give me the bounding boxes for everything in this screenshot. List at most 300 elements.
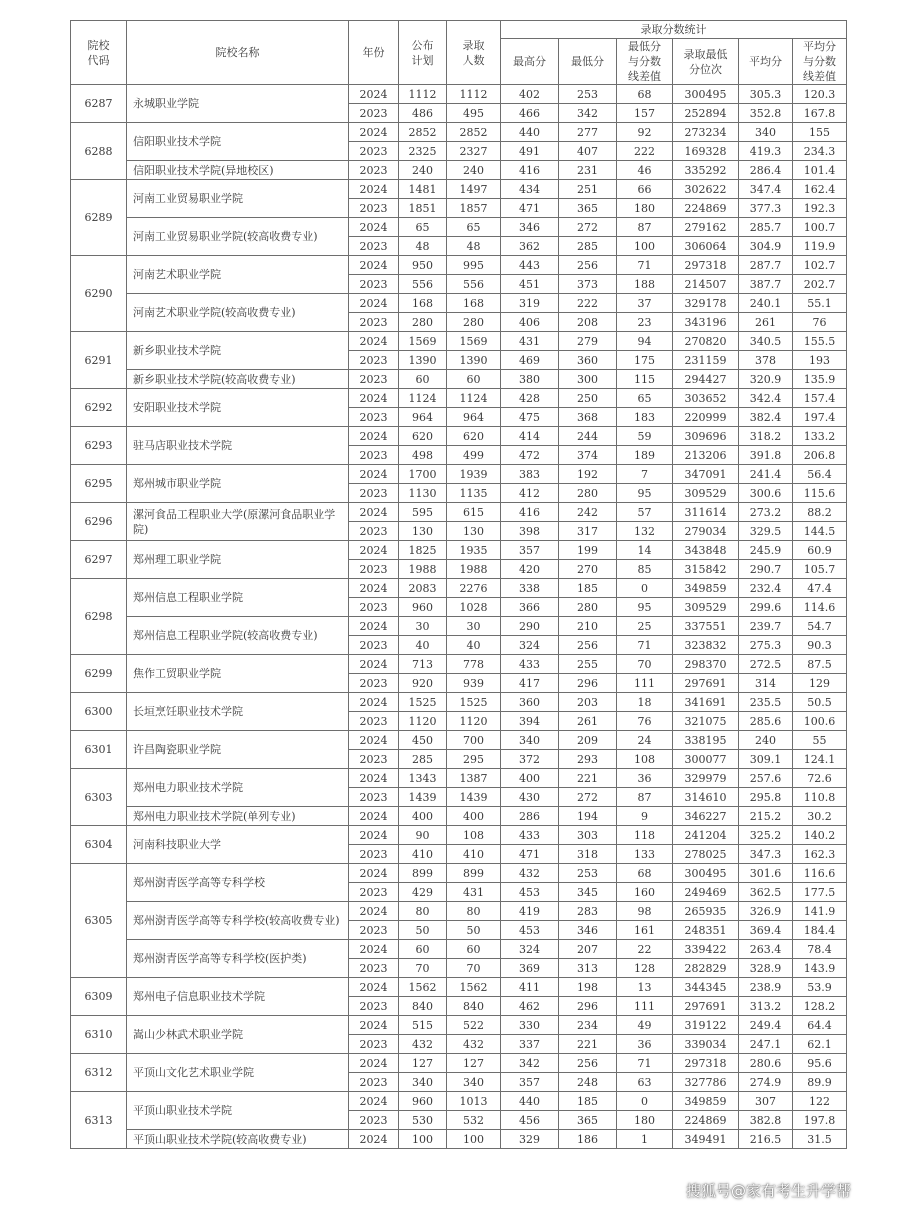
admitted-cell: 1497 — [447, 180, 501, 199]
plan-cell: 50 — [399, 921, 447, 940]
avg-diff-cell: 167.8 — [793, 104, 847, 123]
avg-diff-cell: 87.5 — [793, 655, 847, 674]
school-name-cell: 郑州澍青医学高等专科学校(医护类) — [127, 940, 349, 978]
plan-cell: 899 — [399, 864, 447, 883]
year-cell: 2023 — [349, 921, 399, 940]
avg-diff-cell: 184.4 — [793, 921, 847, 940]
min-diff-cell: 161 — [617, 921, 673, 940]
avg-score-cell: 318.2 — [739, 427, 793, 446]
avg-diff-cell: 144.5 — [793, 522, 847, 541]
min-rank-cell: 248351 — [673, 921, 739, 940]
avg-score-cell: 299.6 — [739, 598, 793, 617]
min-score-cell: 209 — [559, 731, 617, 750]
header-max-score: 最高分 — [501, 39, 559, 85]
max-score-cell: 369 — [501, 959, 559, 978]
min-diff-cell: 118 — [617, 826, 673, 845]
plan-cell: 432 — [399, 1035, 447, 1054]
year-cell: 2023 — [349, 997, 399, 1016]
avg-diff-cell: 206.8 — [793, 446, 847, 465]
avg-diff-cell: 105.7 — [793, 560, 847, 579]
avg-score-cell: 273.2 — [739, 503, 793, 522]
max-score-cell: 417 — [501, 674, 559, 693]
admitted-cell: 400 — [447, 807, 501, 826]
table-row — [71, 864, 847, 883]
min-rank-cell: 314610 — [673, 788, 739, 807]
min-rank-cell: 346227 — [673, 807, 739, 826]
avg-score-cell: 240.1 — [739, 294, 793, 313]
school-code-cell: 6313 — [71, 1092, 127, 1149]
max-score-cell: 380 — [501, 370, 559, 389]
min-rank-cell: 303652 — [673, 389, 739, 408]
plan-cell: 450 — [399, 731, 447, 750]
year-cell: 2024 — [349, 978, 399, 997]
avg-diff-cell: 53.9 — [793, 978, 847, 997]
min-diff-cell: 0 — [617, 1092, 673, 1111]
year-cell: 2023 — [349, 275, 399, 294]
avg-score-cell: 377.3 — [739, 199, 793, 218]
plan-cell: 1124 — [399, 389, 447, 408]
plan-cell: 127 — [399, 1054, 447, 1073]
avg-diff-cell: 197.4 — [793, 408, 847, 427]
year-cell: 2023 — [349, 674, 399, 693]
avg-score-cell: 245.9 — [739, 541, 793, 560]
min-score-cell: 242 — [559, 503, 617, 522]
school-code-cell: 6296 — [71, 503, 127, 541]
min-rank-cell: 327786 — [673, 1073, 739, 1092]
school-code-cell: 6310 — [71, 1016, 127, 1054]
max-score-cell: 451 — [501, 275, 559, 294]
header-school-code: 院校 代码 — [71, 21, 127, 85]
min-score-cell: 296 — [559, 674, 617, 693]
avg-diff-cell: 110.8 — [793, 788, 847, 807]
min-score-cell: 365 — [559, 1111, 617, 1130]
min-score-cell: 272 — [559, 218, 617, 237]
admitted-cell: 1939 — [447, 465, 501, 484]
min-diff-cell: 68 — [617, 864, 673, 883]
table-row — [71, 617, 847, 636]
min-rank-cell: 347091 — [673, 465, 739, 484]
avg-score-cell: 215.2 — [739, 807, 793, 826]
min-rank-cell: 341691 — [673, 693, 739, 712]
avg-diff-cell: 120.3 — [793, 85, 847, 104]
admitted-cell: 431 — [447, 883, 501, 902]
year-cell: 2024 — [349, 503, 399, 522]
plan-cell: 429 — [399, 883, 447, 902]
plan-cell: 410 — [399, 845, 447, 864]
avg-diff-cell: 88.2 — [793, 503, 847, 522]
year-cell: 2024 — [349, 427, 399, 446]
avg-score-cell: 285.7 — [739, 218, 793, 237]
max-score-cell: 466 — [501, 104, 559, 123]
max-score-cell: 398 — [501, 522, 559, 541]
admitted-cell: 899 — [447, 864, 501, 883]
admitted-cell: 1124 — [447, 389, 501, 408]
year-cell: 2023 — [349, 636, 399, 655]
min-score-cell: 194 — [559, 807, 617, 826]
plan-cell: 840 — [399, 997, 447, 1016]
min-diff-cell: 71 — [617, 1054, 673, 1073]
plan-cell: 1825 — [399, 541, 447, 560]
watermark-text: 搜狐号@家有考生升学帮 — [686, 1182, 852, 1200]
avg-diff-cell: 114.6 — [793, 598, 847, 617]
avg-diff-cell: 54.7 — [793, 617, 847, 636]
max-score-cell: 342 — [501, 1054, 559, 1073]
min-rank-cell: 335292 — [673, 161, 739, 180]
avg-score-cell: 387.7 — [739, 275, 793, 294]
avg-diff-cell: 55 — [793, 731, 847, 750]
min-diff-cell: 189 — [617, 446, 673, 465]
max-score-cell: 360 — [501, 693, 559, 712]
avg-score-cell: 419.3 — [739, 142, 793, 161]
min-diff-cell: 71 — [617, 256, 673, 275]
year-cell: 2023 — [349, 104, 399, 123]
min-score-cell: 222 — [559, 294, 617, 313]
avg-score-cell: 285.6 — [739, 712, 793, 731]
admitted-cell: 127 — [447, 1054, 501, 1073]
min-rank-cell: 214507 — [673, 275, 739, 294]
avg-diff-cell: 31.5 — [793, 1130, 847, 1149]
max-score-cell: 414 — [501, 427, 559, 446]
year-cell: 2024 — [349, 655, 399, 674]
min-score-cell: 300 — [559, 370, 617, 389]
avg-score-cell: 239.7 — [739, 617, 793, 636]
year-cell: 2024 — [349, 85, 399, 104]
avg-diff-cell: 116.6 — [793, 864, 847, 883]
min-diff-cell: 76 — [617, 712, 673, 731]
school-name-cell: 河南科技职业大学 — [127, 826, 349, 864]
plan-cell: 960 — [399, 1092, 447, 1111]
avg-score-cell: 238.9 — [739, 978, 793, 997]
admitted-cell: 1390 — [447, 351, 501, 370]
school-code-cell: 6289 — [71, 180, 127, 256]
min-rank-cell: 337551 — [673, 617, 739, 636]
school-name-cell: 河南工业贸易职业学院 — [127, 180, 349, 218]
school-code-cell: 6305 — [71, 864, 127, 978]
plan-cell: 48 — [399, 237, 447, 256]
table-row — [71, 85, 847, 104]
avg-diff-cell: 193 — [793, 351, 847, 370]
min-score-cell: 373 — [559, 275, 617, 294]
min-rank-cell: 306064 — [673, 237, 739, 256]
max-score-cell: 469 — [501, 351, 559, 370]
school-name-cell: 永城职业学院 — [127, 85, 349, 123]
year-cell: 2024 — [349, 218, 399, 237]
school-name-cell: 平顶山文化艺术职业学院 — [127, 1054, 349, 1092]
avg-score-cell: 247.1 — [739, 1035, 793, 1054]
max-score-cell: 340 — [501, 731, 559, 750]
min-diff-cell: 65 — [617, 389, 673, 408]
avg-diff-cell: 128.2 — [793, 997, 847, 1016]
admitted-cell: 995 — [447, 256, 501, 275]
school-code-cell: 6309 — [71, 978, 127, 1016]
plan-cell: 920 — [399, 674, 447, 693]
admitted-cell: 30 — [447, 617, 501, 636]
plan-cell: 1343 — [399, 769, 447, 788]
avg-score-cell: 272.5 — [739, 655, 793, 674]
min-rank-cell: 279162 — [673, 218, 739, 237]
min-diff-cell: 49 — [617, 1016, 673, 1035]
school-name-cell: 信阳职业技术学院 — [127, 123, 349, 161]
plan-cell: 1112 — [399, 85, 447, 104]
admitted-cell: 295 — [447, 750, 501, 769]
min-score-cell: 317 — [559, 522, 617, 541]
min-score-cell: 280 — [559, 484, 617, 503]
max-score-cell: 434 — [501, 180, 559, 199]
avg-score-cell: 280.6 — [739, 1054, 793, 1073]
admitted-cell: 130 — [447, 522, 501, 541]
table-body — [71, 85, 847, 1149]
school-code-cell: 6293 — [71, 427, 127, 465]
header-avg-diff: 平均分 与分数 线差值 — [793, 39, 847, 85]
plan-cell: 1439 — [399, 788, 447, 807]
plan-cell: 60 — [399, 940, 447, 959]
admitted-cell: 778 — [447, 655, 501, 674]
min-score-cell: 280 — [559, 598, 617, 617]
year-cell: 2024 — [349, 1130, 399, 1149]
school-name-cell: 郑州城市职业学院 — [127, 465, 349, 503]
max-score-cell: 471 — [501, 845, 559, 864]
plan-cell: 100 — [399, 1130, 447, 1149]
max-score-cell: 362 — [501, 237, 559, 256]
avg-score-cell: 391.8 — [739, 446, 793, 465]
max-score-cell: 394 — [501, 712, 559, 731]
school-name-cell: 河南工业贸易职业学院(较高收费专业) — [127, 218, 349, 256]
school-name-cell: 许昌陶瓷职业学院 — [127, 731, 349, 769]
avg-score-cell: 382.4 — [739, 408, 793, 427]
plan-cell: 80 — [399, 902, 447, 921]
min-score-cell: 303 — [559, 826, 617, 845]
min-rank-cell: 344345 — [673, 978, 739, 997]
admitted-cell: 522 — [447, 1016, 501, 1035]
plan-cell: 240 — [399, 161, 447, 180]
max-score-cell: 431 — [501, 332, 559, 351]
min-rank-cell: 309529 — [673, 484, 739, 503]
min-diff-cell: 25 — [617, 617, 673, 636]
avg-score-cell: 325.2 — [739, 826, 793, 845]
avg-score-cell: 314 — [739, 674, 793, 693]
avg-diff-cell: 50.5 — [793, 693, 847, 712]
plan-cell: 713 — [399, 655, 447, 674]
max-score-cell: 433 — [501, 826, 559, 845]
min-score-cell: 407 — [559, 142, 617, 161]
min-rank-cell: 249469 — [673, 883, 739, 902]
avg-diff-cell: 62.1 — [793, 1035, 847, 1054]
plan-cell: 1120 — [399, 712, 447, 731]
avg-score-cell: 328.9 — [739, 959, 793, 978]
admitted-cell: 615 — [447, 503, 501, 522]
year-cell: 2024 — [349, 332, 399, 351]
min-score-cell: 296 — [559, 997, 617, 1016]
max-score-cell: 453 — [501, 921, 559, 940]
min-diff-cell: 94 — [617, 332, 673, 351]
table-row — [71, 978, 847, 997]
plan-cell: 2852 — [399, 123, 447, 142]
year-cell: 2024 — [349, 180, 399, 199]
min-rank-cell: 224869 — [673, 1111, 739, 1130]
avg-score-cell: 274.9 — [739, 1073, 793, 1092]
min-rank-cell: 309529 — [673, 598, 739, 617]
admitted-cell: 1028 — [447, 598, 501, 617]
avg-score-cell: 309.1 — [739, 750, 793, 769]
admitted-cell: 280 — [447, 313, 501, 332]
header-year: 年份 — [349, 21, 399, 85]
table-row — [71, 332, 847, 351]
min-rank-cell: 297691 — [673, 674, 739, 693]
school-code-cell: 6300 — [71, 693, 127, 731]
school-name-cell: 长垣烹饪职业技术学院 — [127, 693, 349, 731]
table-row — [71, 731, 847, 750]
min-score-cell: 342 — [559, 104, 617, 123]
min-diff-cell: 100 — [617, 237, 673, 256]
avg-diff-cell: 234.3 — [793, 142, 847, 161]
avg-diff-cell: 129 — [793, 674, 847, 693]
max-score-cell: 430 — [501, 788, 559, 807]
admitted-cell: 340 — [447, 1073, 501, 1092]
min-score-cell: 360 — [559, 351, 617, 370]
table-row — [71, 389, 847, 408]
year-cell: 2024 — [349, 826, 399, 845]
max-score-cell: 383 — [501, 465, 559, 484]
plan-cell: 40 — [399, 636, 447, 655]
min-score-cell: 285 — [559, 237, 617, 256]
admitted-cell: 410 — [447, 845, 501, 864]
avg-diff-cell: 140.2 — [793, 826, 847, 845]
header-avg-score: 平均分 — [739, 39, 793, 85]
min-diff-cell: 108 — [617, 750, 673, 769]
min-diff-cell: 87 — [617, 788, 673, 807]
max-score-cell: 420 — [501, 560, 559, 579]
min-score-cell: 255 — [559, 655, 617, 674]
min-score-cell: 251 — [559, 180, 617, 199]
admitted-cell: 1387 — [447, 769, 501, 788]
table-row — [71, 180, 847, 199]
avg-diff-cell: 192.3 — [793, 199, 847, 218]
table-row — [71, 769, 847, 788]
year-cell: 2023 — [349, 560, 399, 579]
max-score-cell: 433 — [501, 655, 559, 674]
min-rank-cell: 315842 — [673, 560, 739, 579]
min-diff-cell: 111 — [617, 674, 673, 693]
min-score-cell: 270 — [559, 560, 617, 579]
min-rank-cell: 311614 — [673, 503, 739, 522]
school-code-cell: 6299 — [71, 655, 127, 693]
min-rank-cell: 270820 — [673, 332, 739, 351]
avg-diff-cell: 90.3 — [793, 636, 847, 655]
min-diff-cell: 22 — [617, 940, 673, 959]
min-score-cell: 248 — [559, 1073, 617, 1092]
year-cell: 2023 — [349, 845, 399, 864]
year-cell: 2023 — [349, 408, 399, 427]
min-score-cell: 368 — [559, 408, 617, 427]
school-name-cell: 河南艺术职业学院(较高收费专业) — [127, 294, 349, 332]
max-score-cell: 400 — [501, 769, 559, 788]
school-name-cell: 郑州电子信息职业技术学院 — [127, 978, 349, 1016]
admitted-cell: 2852 — [447, 123, 501, 142]
min-diff-cell: 0 — [617, 579, 673, 598]
plan-cell: 285 — [399, 750, 447, 769]
avg-diff-cell: 177.5 — [793, 883, 847, 902]
min-score-cell: 365 — [559, 199, 617, 218]
avg-score-cell: 352.8 — [739, 104, 793, 123]
max-score-cell: 440 — [501, 123, 559, 142]
plan-cell: 1988 — [399, 560, 447, 579]
max-score-cell: 411 — [501, 978, 559, 997]
plan-cell: 1562 — [399, 978, 447, 997]
min-score-cell: 244 — [559, 427, 617, 446]
avg-score-cell: 362.5 — [739, 883, 793, 902]
year-cell: 2024 — [349, 541, 399, 560]
school-code-cell: 6290 — [71, 256, 127, 332]
school-name-cell: 焦作工贸职业学院 — [127, 655, 349, 693]
max-score-cell: 432 — [501, 864, 559, 883]
max-score-cell: 416 — [501, 161, 559, 180]
min-score-cell: 199 — [559, 541, 617, 560]
avg-score-cell: 261 — [739, 313, 793, 332]
min-rank-cell: 297318 — [673, 256, 739, 275]
min-diff-cell: 95 — [617, 484, 673, 503]
max-score-cell: 453 — [501, 883, 559, 902]
min-rank-cell: 300077 — [673, 750, 739, 769]
max-score-cell: 491 — [501, 142, 559, 161]
school-code-cell: 6303 — [71, 769, 127, 826]
year-cell: 2024 — [349, 123, 399, 142]
min-score-cell: 231 — [559, 161, 617, 180]
min-diff-cell: 7 — [617, 465, 673, 484]
header-min-diff: 最低分 与分数 线差值 — [617, 39, 673, 85]
plan-cell: 595 — [399, 503, 447, 522]
admitted-cell: 1569 — [447, 332, 501, 351]
max-score-cell: 290 — [501, 617, 559, 636]
min-diff-cell: 36 — [617, 1035, 673, 1054]
min-rank-cell: 298370 — [673, 655, 739, 674]
min-rank-cell: 339034 — [673, 1035, 739, 1054]
min-rank-cell: 300495 — [673, 864, 739, 883]
avg-score-cell: 320.9 — [739, 370, 793, 389]
min-score-cell: 234 — [559, 1016, 617, 1035]
max-score-cell: 428 — [501, 389, 559, 408]
max-score-cell: 471 — [501, 199, 559, 218]
max-score-cell: 366 — [501, 598, 559, 617]
avg-score-cell: 275.3 — [739, 636, 793, 655]
min-diff-cell: 57 — [617, 503, 673, 522]
header-plan: 公布 计划 — [399, 21, 447, 85]
admitted-cell: 700 — [447, 731, 501, 750]
avg-score-cell: 347.3 — [739, 845, 793, 864]
min-score-cell: 345 — [559, 883, 617, 902]
avg-diff-cell: 76 — [793, 313, 847, 332]
avg-diff-cell: 89.9 — [793, 1073, 847, 1092]
year-cell: 2024 — [349, 579, 399, 598]
avg-diff-cell: 56.4 — [793, 465, 847, 484]
min-diff-cell: 92 — [617, 123, 673, 142]
min-diff-cell: 1 — [617, 1130, 673, 1149]
header-admitted: 录取 人数 — [447, 21, 501, 85]
avg-diff-cell: 133.2 — [793, 427, 847, 446]
admitted-cell: 60 — [447, 940, 501, 959]
admitted-cell: 1013 — [447, 1092, 501, 1111]
min-score-cell: 279 — [559, 332, 617, 351]
avg-diff-cell: 115.6 — [793, 484, 847, 503]
min-diff-cell: 14 — [617, 541, 673, 560]
avg-score-cell: 305.3 — [739, 85, 793, 104]
admission-score-table-sheet — [70, 20, 846, 1149]
admitted-cell: 620 — [447, 427, 501, 446]
header-min-rank: 录取最低 分位次 — [673, 39, 739, 85]
min-diff-cell: 128 — [617, 959, 673, 978]
avg-diff-cell: 143.9 — [793, 959, 847, 978]
avg-diff-cell: 157.4 — [793, 389, 847, 408]
min-diff-cell: 111 — [617, 997, 673, 1016]
